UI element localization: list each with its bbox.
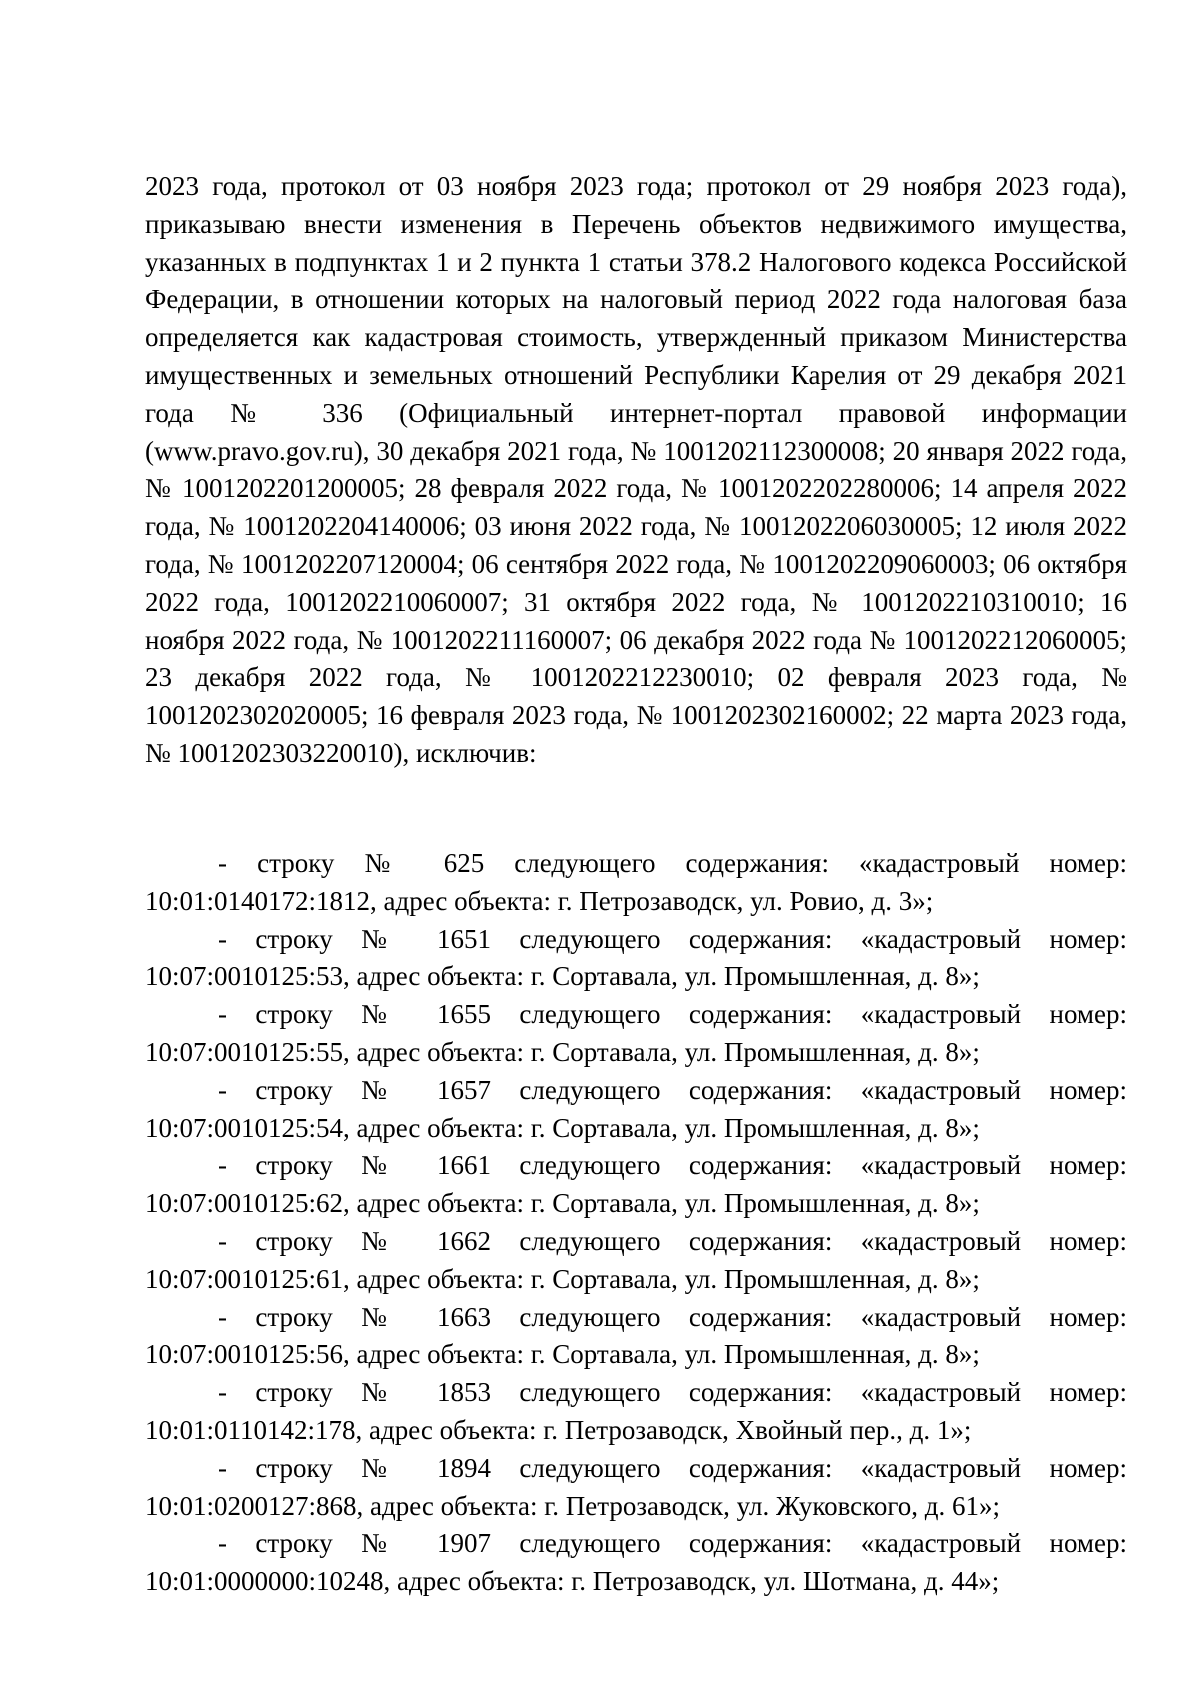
list-item: - строку № 1655 следующего содержания: «кадастровый номер: 10:07:0010125:55, адрес объекта: г. Сортавала, ул. Промышленная, д. 8»; <box>145 999 1127 1067</box>
list-item: - строку № 1662 следующего содержания: «кадастровый номер: 10:07:0010125:61, адрес объекта: г. Сортавала, ул. Промышленная, д. 8»; <box>145 1225 1127 1294</box>
intro-paragraph: 2023 года, протокол от 03 ноября 2023 года; протокол от 29 ноября 2023 года), приказываю внести изменения в Перечень объектов недвижимого имущества, указанных в подпунктах 1 и 2 пункта 1 статьи 378.2 Налогового кодекса Российской Федерации, в отношении которых на налоговый период 2022 года налоговая база определяется как кадастровая стоимость, утвержденный приказом Министерства имущественных и земельных отношений Республики Карелия от 29 декабря 2021 года № 336 (Официальный интернет-портал правовой информации (www.pravo.gov.ru), 30 декабря 2021 года, № 1001202112300008; 20 января 2022 года, № 1001202201200005; 28 февраля 2022 года, № 1001202202280006; 14 апреля 2022 года, № 1001202204140006; 03 июня 2022 года, № 1001202206030005; 12 июля 2022 года, № 1001202207120004; 06 сентября 2022 года, № 1001202209060003; 06 октября 2022 года, 1001202210060007; 31 октября 2022 года, № 1001202210310010; 16 ноября 2022 года, № 1001202211160007; 06 декабря 2022 года № 1001202212060005; 23 декабря 2022 года, № 1001202212230010; 02 февраля 2023 года, № 1001202302020005; 16 февраля 2023 года, № 1001202302160002; 22 марта 2023 года, № 1001202303220010), исключив: <box>145 171 1127 768</box>
list-item: - строку № 1661 следующего содержания: «кадастровый номер: 10:07:0010125:62, адрес объекта: г. Сортавала, ул. Промышленная, д. 8»; <box>145 1150 1127 1219</box>
list-item: - строку № 1853 следующего содержания: «кадастровый номер: 10:01:0110142:178, адрес объекта: г. Петрозаводск, Хвойный пер., д. 1»; <box>145 1377 1127 1445</box>
list-item: - строку № 1907 следующего содержания: «кадастровый номер: 10:01:0000000:10248, адрес объекта: г. Петрозаводск, ул. Шотмана, д. 44»; <box>145 1528 1127 1597</box>
list-item: - строку № 625 следующего содержания: «кадастровый номер: 10:01:0140172:1812, адрес объекта: г. Петрозаводск, ул. Ровио, д. 3»; <box>145 848 1127 916</box>
intro-section <box>145 168 1127 773</box>
excluded-rows-list <box>145 845 1127 1601</box>
list-item: - строку № 1663 следующего содержания: «кадастровый номер: 10:07:0010125:56, адрес объекта: г. Сортавала, ул. Промышленная, д. 8»; <box>145 1301 1127 1370</box>
list-item: - строку № 1894 следующего содержания: «кадастровый номер: 10:01:0200127:868, адрес объекта: г. Петрозаводск, ул. Жуковского, д. 61»; <box>145 1452 1127 1521</box>
list-item: - строку № 1651 следующего содержания: «кадастровый номер: 10:07:0010125:53, адрес объекта: г. Сортавала, ул. Промышленная, д. 8»; <box>145 923 1127 992</box>
list-item: - строку № 1657 следующего содержания: «кадастровый номер: 10:07:0010125:54, адрес объекта: г. Сортавала, ул. Промышленная, д. 8»; <box>145 1074 1127 1143</box>
